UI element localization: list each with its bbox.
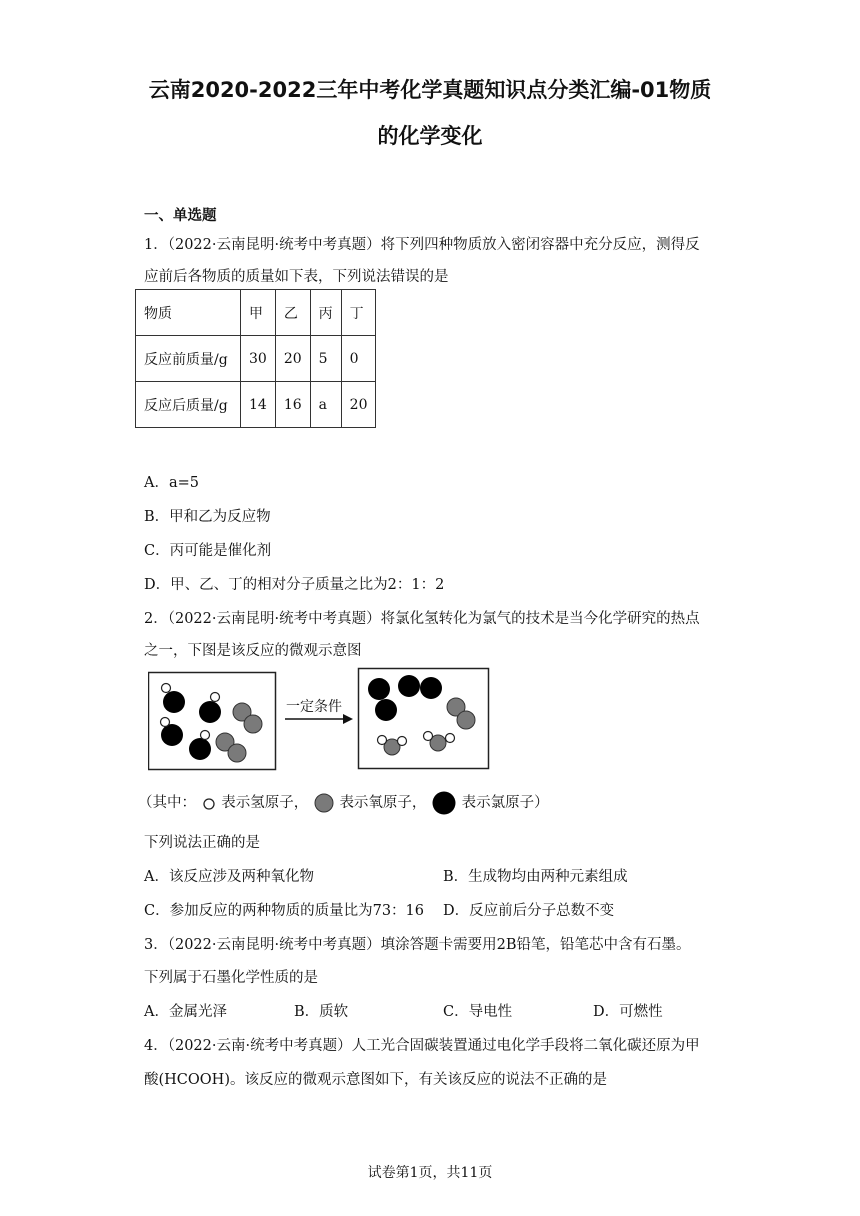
q3-stem-line2: 下列属于石墨化学性质的是 <box>144 970 318 986</box>
table-cell: 30 <box>241 336 276 382</box>
hydrogen-atom <box>161 718 170 727</box>
oxygen-atom <box>457 711 475 729</box>
table-cell: 丙 <box>310 290 341 336</box>
chlorine-atom <box>189 738 211 760</box>
chlorine-atom <box>398 675 420 697</box>
q1-option-b: B．甲和乙为反应物 <box>144 509 271 525</box>
table-cell: 物质 <box>136 290 241 336</box>
q3-stem-line1: 3．（2022·云南昆明·统考中考真题）填涂答题卡需要用2B铅笔，铅笔芯中含有石墨。 <box>144 937 691 953</box>
q1-option-d: D．甲、乙、丁的相对分子质量之比为2：1：2 <box>144 577 445 593</box>
q2-option-b: B．生成物均由两种元素组成 <box>443 869 628 885</box>
oxygen-atom <box>228 744 246 762</box>
table-cell: 5 <box>310 336 341 382</box>
table-cell: 14 <box>241 382 276 428</box>
table-cell: 0 <box>341 336 376 382</box>
q2-stem-line1: 2．（2022·云南昆明·统考中考真题）将氯化氢转化为氯气的技术是当今化学研究的热点 <box>144 611 700 627</box>
page-footer: 试卷第1页，共11页 <box>367 1165 493 1181</box>
table-row <box>136 382 376 428</box>
hydrogen-atom <box>446 734 455 743</box>
chlorine-atom <box>368 678 390 700</box>
legend-prefix: （其中： <box>138 795 196 811</box>
hydrogen-atom <box>211 693 220 702</box>
q1-option-a: A．a=5 <box>144 475 199 491</box>
q4-stem-line1: 4．（2022·云南·统考中考真题）人工光合固碳装置通过电化学手段将二氧化碳还原为甲 <box>144 1038 700 1054</box>
chlorine-atom <box>199 701 221 723</box>
hydrogen-atom <box>378 736 387 745</box>
oxygen-atom <box>244 715 262 733</box>
chlorine-atom <box>161 724 183 746</box>
hydrogen-atom <box>398 737 407 746</box>
table-row <box>136 336 376 382</box>
chlorine-atom <box>420 677 442 699</box>
hydrogen-atom <box>201 731 210 740</box>
hydrogen-atom <box>424 732 433 741</box>
hydrogen-atom <box>162 684 171 693</box>
q1-stem-line2: 应前后各物质的质量如下表，下列说法错误的是 <box>144 269 449 285</box>
page-title-line1: 云南2020-2022三年中考化学真题知识点分类汇编-01物质 <box>148 78 712 102</box>
q2-option-d: D．反应前后分子总数不变 <box>443 903 615 919</box>
q2-stem-line2: 之一，下图是该反应的微观示意图 <box>144 643 362 659</box>
hydrogen-atom-icon <box>201 795 217 811</box>
reaction-arrowhead <box>343 714 353 724</box>
oxygen-atom-icon <box>313 792 335 814</box>
chlorine-atom-icon <box>431 790 457 816</box>
q1-mass-table <box>135 289 376 428</box>
section-heading: 一、单选题 <box>144 208 217 224</box>
table-cell: 甲 <box>241 290 276 336</box>
table-cell: 16 <box>275 382 310 428</box>
page-title-line2: 的化学变化 <box>377 124 483 148</box>
arrow-label: 一定条件 <box>286 699 342 715</box>
table-cell: 反应前质量/g <box>136 336 241 382</box>
table-cell: 反应后质量/g <box>136 382 241 428</box>
table-cell: a <box>310 382 341 428</box>
q3-option-a: A．金属光泽 <box>144 1004 227 1020</box>
table-cell: 乙 <box>275 290 310 336</box>
table-cell: 20 <box>341 382 376 428</box>
q1-stem-line1: 1．（2022·云南昆明·统考中考真题）将下列四种物质放入密闭容器中充分反应，测得反 <box>144 237 700 253</box>
table-cell: 20 <box>275 336 310 382</box>
q4-stem-line2: 酸(HCOOH)。该反应的微观示意图如下，有关该反应的说法不正确的是 <box>144 1072 607 1088</box>
legend-chlorine: 表示氯原子） <box>461 795 549 811</box>
q2-option-c: C．参加反应的两种物质的质量比为73：16 <box>144 903 424 919</box>
table-row <box>136 290 376 336</box>
table-cell: 丁 <box>341 290 376 336</box>
legend-oxygen: 表示氧原子， <box>339 795 427 811</box>
q3-option-c: C．导电性 <box>443 1004 513 1020</box>
q2-option-a: A．该反应涉及两种氧化物 <box>144 869 314 885</box>
legend-hydrogen: 表示氢原子， <box>221 795 309 811</box>
chlorine-atom <box>163 691 185 713</box>
q3-option-b: B．质软 <box>294 1004 349 1020</box>
q2-legend <box>138 790 549 816</box>
q1-option-c: C．丙可能是催化剂 <box>144 543 272 559</box>
q2-prompt: 下列说法正确的是 <box>144 835 260 851</box>
chlorine-atom <box>375 699 397 721</box>
reaction-micro-diagram <box>148 667 493 772</box>
q3-option-d: D．可燃性 <box>593 1004 663 1020</box>
